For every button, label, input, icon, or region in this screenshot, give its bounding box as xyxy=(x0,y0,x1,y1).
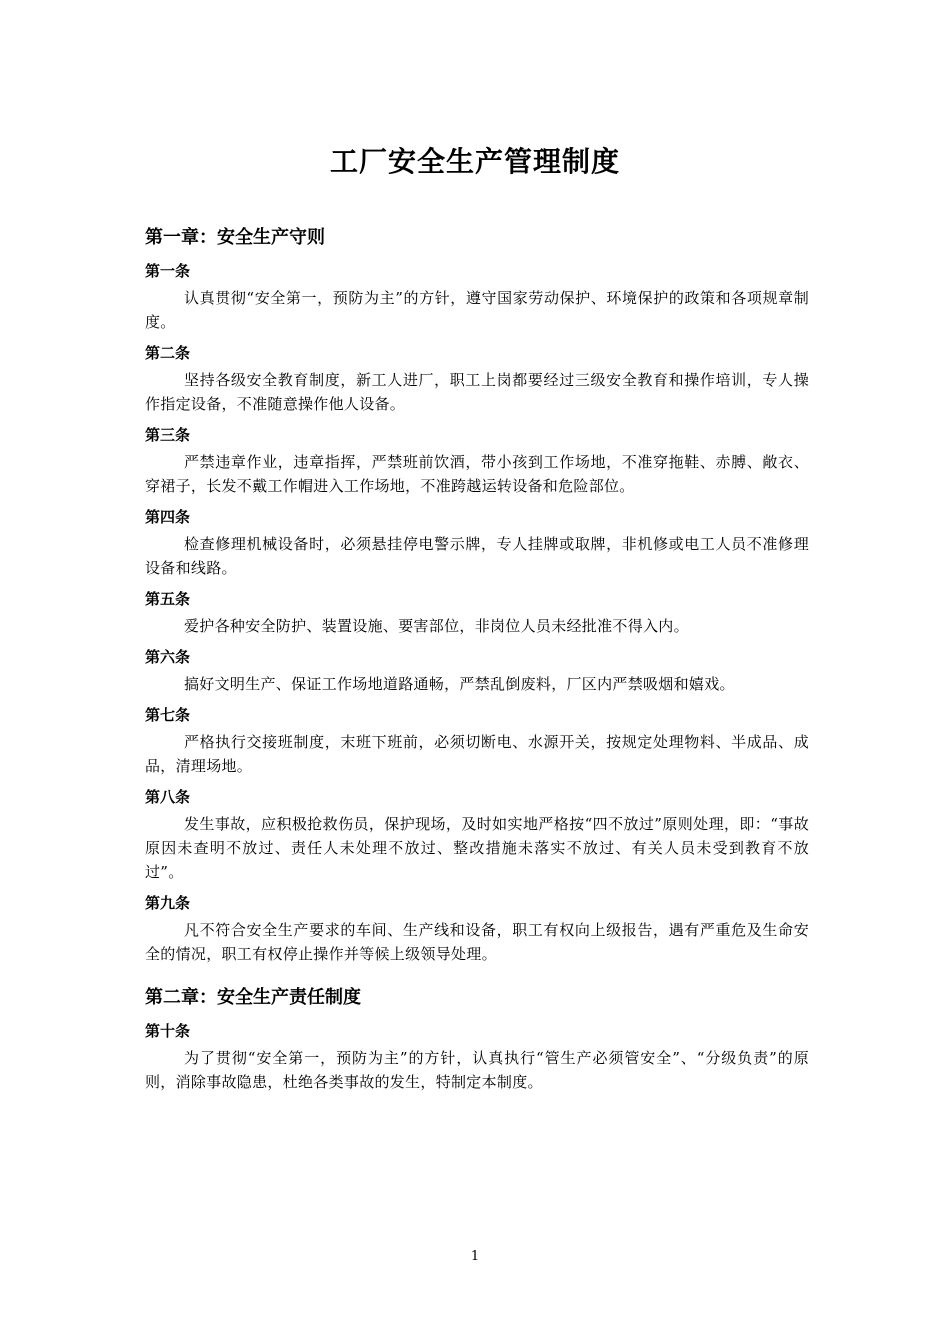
article-text: 发生事故，应积极抢救伤员，保护现场，及时如实地严格按“四不放过”原则处理，即：“事故原因未查明不放过、责任人未处理不放过、整改措施未落实不放过、有关人员未受到教育不放过”。 xyxy=(145,815,809,881)
document-title: 工厂安全生产管理制度 xyxy=(329,145,620,178)
chapter-heading: 第二章：安全生产责任制度 xyxy=(145,987,361,1008)
document-body xyxy=(145,224,809,1100)
article-text: 凡不符合安全生产要求的车间、生产线和设备，职工有权向上级报告，遇有严重危及生命安全的情况，职工有权停止操作并等候上级领导处理。 xyxy=(145,921,809,963)
article-label: 第三条 xyxy=(145,426,191,444)
chapter-heading: 第一章：安全生产守则 xyxy=(145,227,325,248)
article-text: 坚持各级安全教育制度，新工人进厂，职工上岗都要经过三级安全教育和操作培训，专人操作指定设备，不准随意操作他人设备。 xyxy=(145,371,809,413)
article-label: 第四条 xyxy=(145,508,191,526)
article-label: 第八条 xyxy=(145,788,191,806)
chapter-section xyxy=(145,224,809,966)
article-label: 第一条 xyxy=(145,262,191,280)
article-text: 为了贯彻“安全第一，预防为主”的方针，认真执行“管生产必须管安全”、“分级负责”的原则，消除事故隐患，杜绝各类事故的发生，特制定本制度。 xyxy=(145,1049,809,1091)
article-label: 第五条 xyxy=(145,590,191,608)
article-label: 第十条 xyxy=(145,1022,191,1040)
article-label: 第九条 xyxy=(145,894,191,912)
article-label: 第六条 xyxy=(145,648,191,666)
article-text: 认真贯彻“安全第一，预防为主”的方针，遵守国家劳动保护、环境保护的政策和各项规章制度。 xyxy=(145,289,809,331)
article-text: 爱护各种安全防护、装置设施、要害部位，非岗位人员未经批准不得入内。 xyxy=(184,617,689,635)
article-text: 检查修理机械设备时，必须悬挂停电警示牌，专人挂牌或取牌，非机修或电工人员不准修理设备和线路。 xyxy=(145,535,809,577)
article-text: 搞好文明生产、保证工作场地道路通畅，严禁乱倒废料，厂区内严禁吸烟和嬉戏。 xyxy=(184,675,735,693)
article-label: 第二条 xyxy=(145,344,191,362)
chapter-section xyxy=(145,984,809,1094)
page-number: 1 xyxy=(470,1249,480,1264)
article-text: 严禁违章作业，违章指挥，严禁班前饮酒，带小孩到工作场地，不准穿拖鞋、赤膊、敞衣、穿裙子，长发不戴工作帽进入工作场地，不准跨越运转设备和危险部位。 xyxy=(145,453,809,495)
article-text: 严格执行交接班制度，末班下班前，必须切断电、水源开关，按规定处理物料、半成品、成品，清理场地。 xyxy=(145,733,809,775)
article-label: 第七条 xyxy=(145,706,191,724)
